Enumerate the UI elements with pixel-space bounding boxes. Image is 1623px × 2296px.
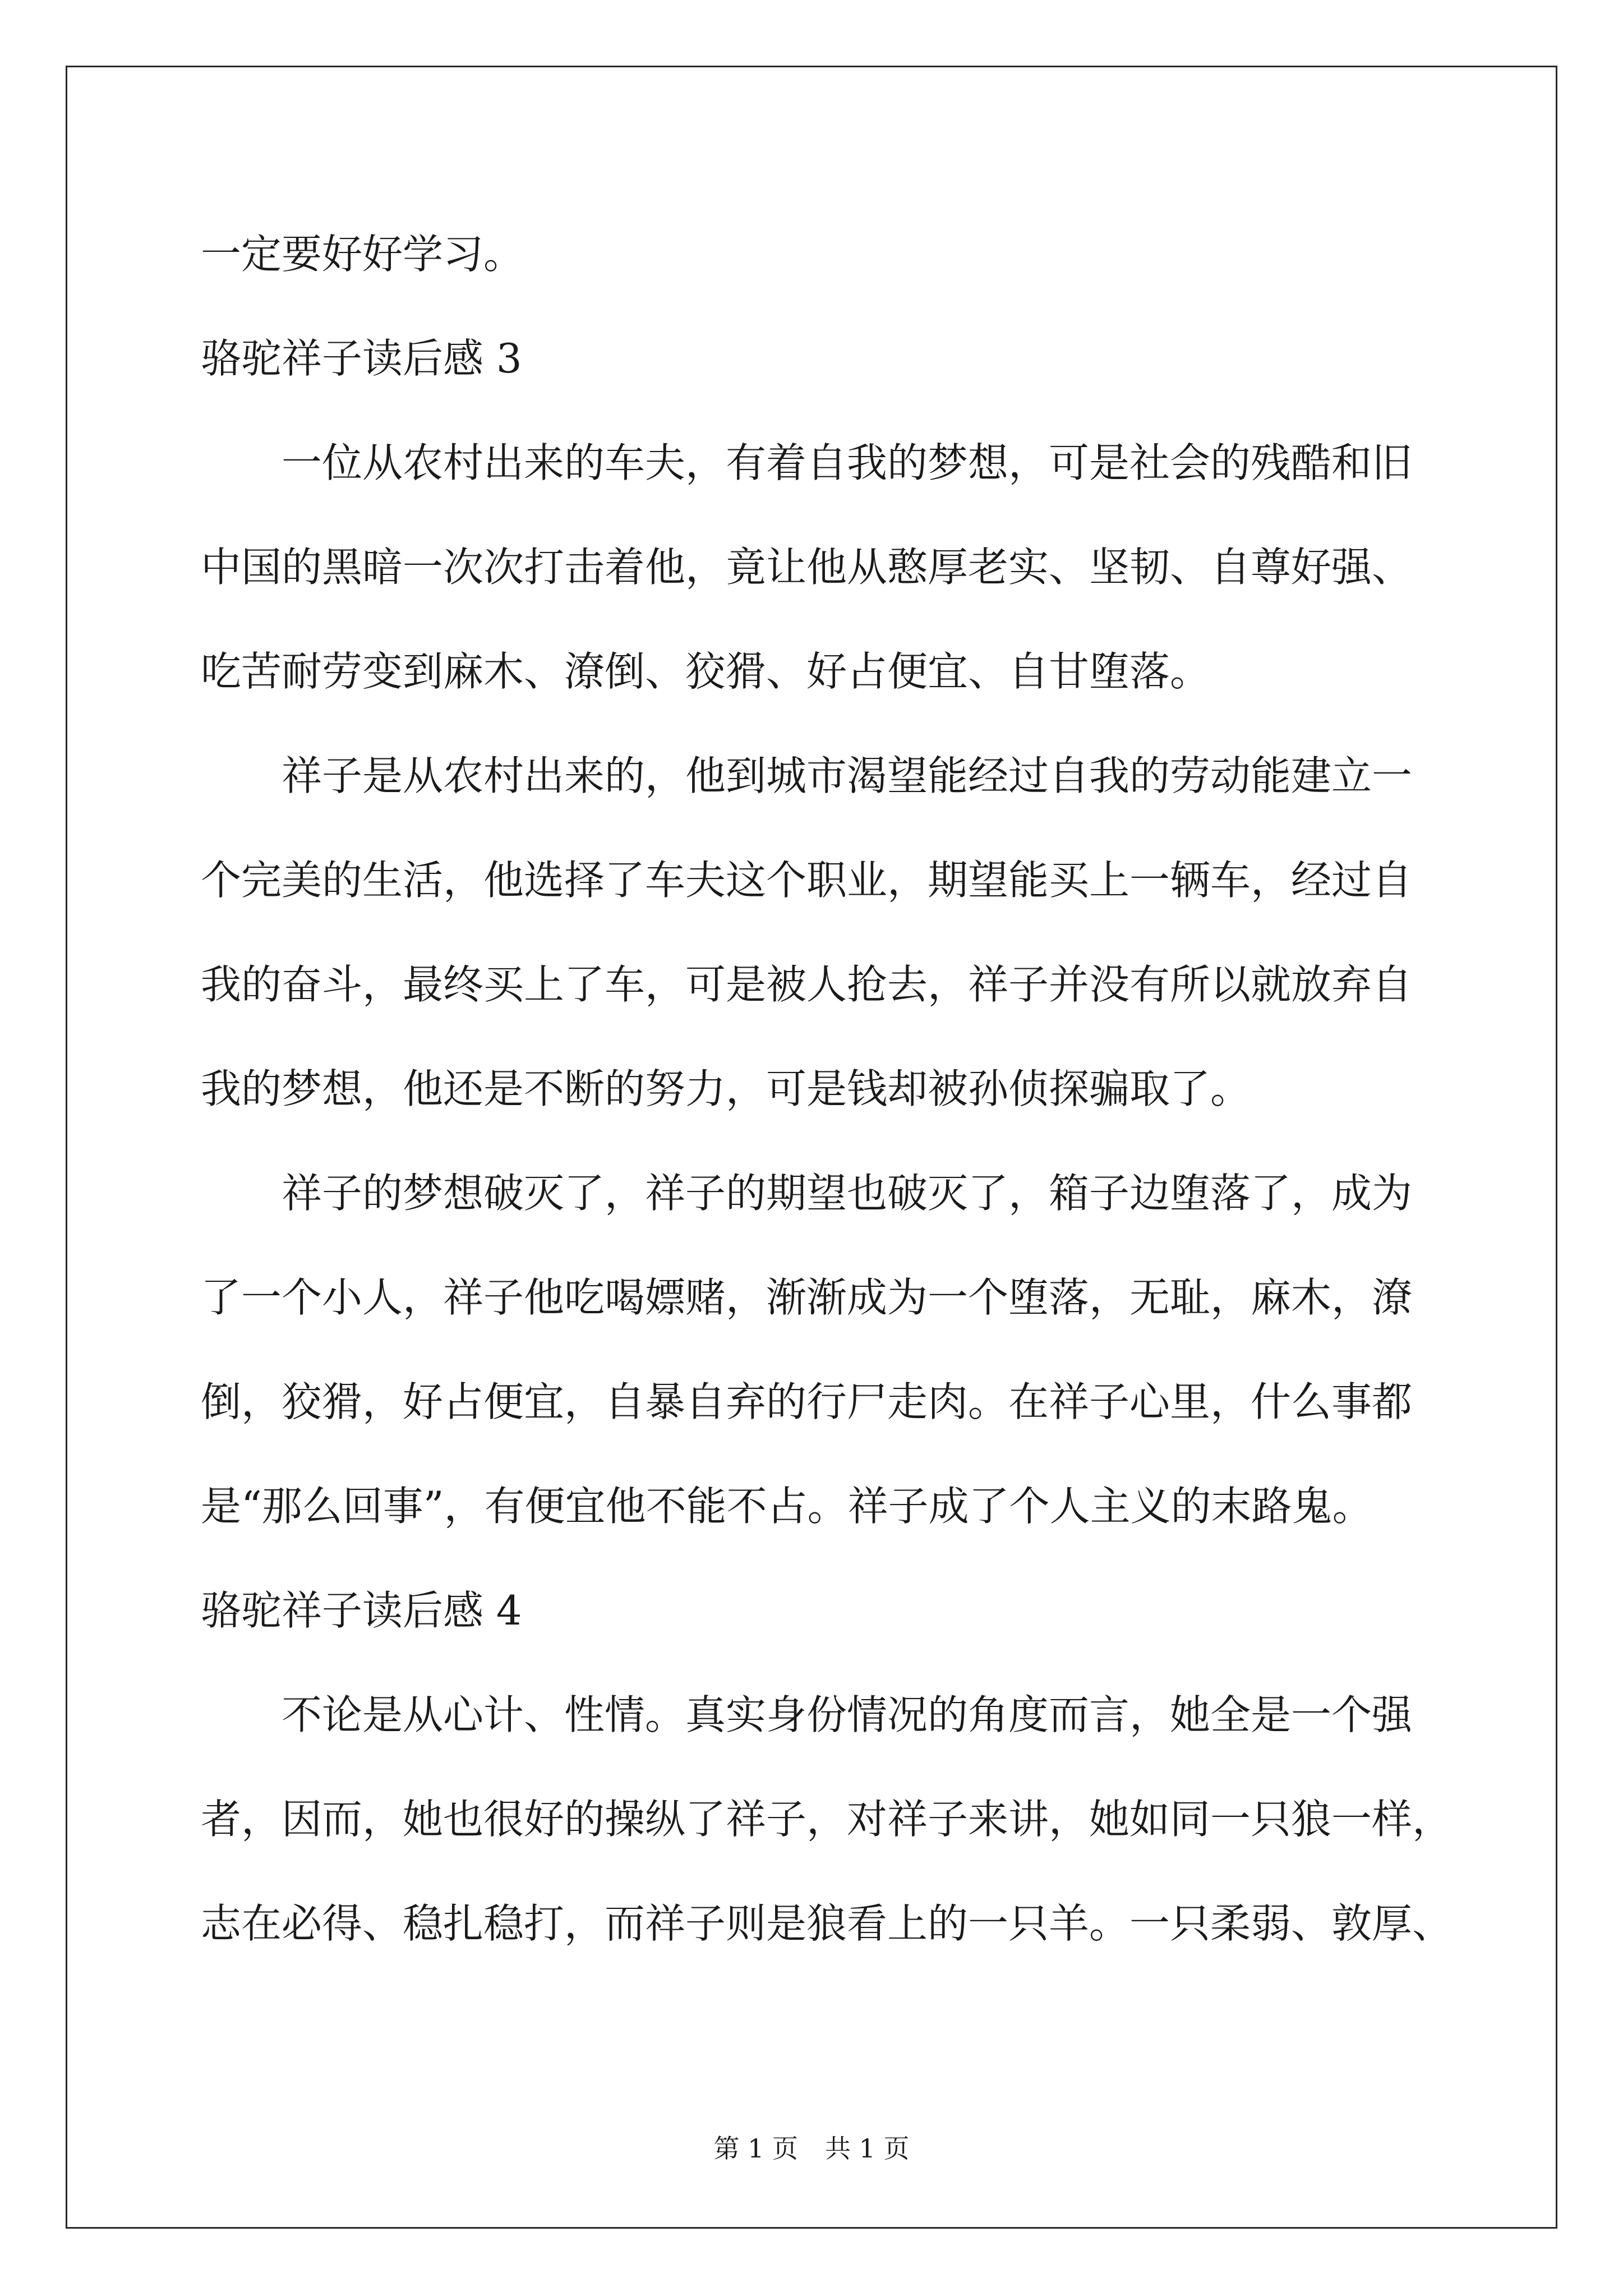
paragraph-line: 一位从农村出来的车夫，有着自我的梦想，可是社会的残酷和旧 — [282, 439, 1413, 486]
paragraph-line: 倒，狡猾，好占便宜，自暴自弃的行尸走肉。在祥子心里，什么事都 — [201, 1378, 1413, 1425]
paragraph-line: 我的奋斗，最终买上了车，可是被人抢去，祥子并没有所以就放弃自 — [201, 961, 1413, 1008]
paragraph-line: 了一个小人，祥子他吃喝嫖赌，渐渐成为一个堕落，无耻，麻木，潦 — [201, 1274, 1413, 1321]
paragraph-line: 我的梦想，他还是不断的努力，可是钱却被孙侦探骗取了。 — [201, 1065, 1251, 1112]
paragraph-line: 吃苦耐劳变到麻木、潦倒、狡猾、好占便宜、自甘堕落。 — [201, 648, 1211, 695]
page-footer — [0, 2132, 1623, 2165]
paragraph-line: 祥子的梦想破灭了，祥子的期望也破灭了，箱子边堕落了，成为 — [282, 1170, 1413, 1217]
text-line: 一定要好好学习。 — [201, 231, 524, 278]
section-heading: 骆驼祥子读后感 3 — [201, 335, 522, 382]
paragraph-line: 中国的黑暗一次次打击着他，竟让他从憨厚老实、坚韧、自尊好强、 — [201, 544, 1413, 591]
paragraph-line: 者，因而，她也很好的操纵了祥子，对祥子来讲，她如同一只狼一样， — [201, 1796, 1453, 1843]
page-number-current: 第 1 页 — [713, 2133, 798, 2164]
paragraph-line: 祥子是从农村出来的，他到城市渴望能经过自我的劳动能建立一 — [282, 752, 1413, 799]
section-heading: 骆驼祥子读后感 4 — [201, 1587, 522, 1634]
document-body — [201, 202, 1453, 1976]
paragraph-line: 志在必得、稳扎稳打，而祥子则是狼看上的一只羊。一只柔弱、敦厚、 — [201, 1900, 1453, 1947]
paragraph-line: 是“那么回事”，有便宜他不能不占。祥子成了个人主义的末路鬼。 — [201, 1483, 1373, 1530]
paragraph-line: 不论是从心计、性情。真实身份情况的角度而言，她全是一个强 — [282, 1691, 1413, 1738]
page-number-total: 共 1 页 — [825, 2133, 910, 2164]
paragraph-line: 个完美的生活，他选择了车夫这个职业，期望能买上一辆车，经过自 — [201, 857, 1413, 904]
